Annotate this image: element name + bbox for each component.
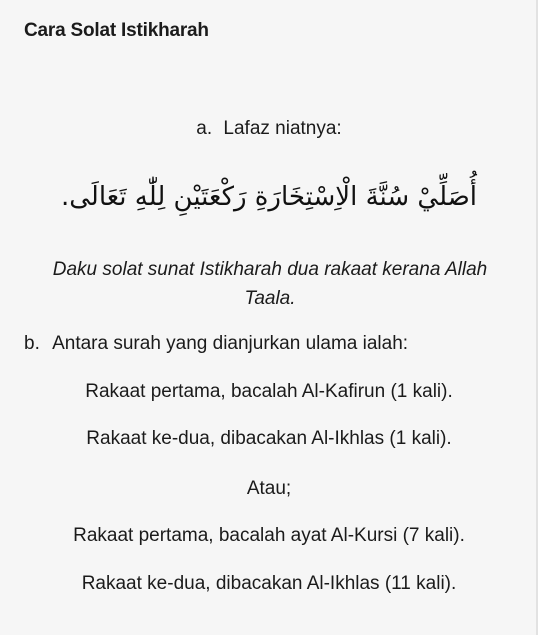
surah-line-3: Rakaat pertama, bacalah ayat Al-Kursi (7 kali). (73, 525, 465, 546)
page-title: Cara Solat Istikharah (24, 20, 209, 41)
section-b-heading (24, 333, 408, 355)
surah-line-1: Rakaat pertama, bacalah Al-Kafirun (1 kali). (85, 381, 453, 402)
surah-line-4: Rakaat ke-dua, dibacakan Al-Ikhlas (11 kali). (81, 573, 457, 594)
section-a-label: Lafaz niatnya: (223, 118, 342, 139)
section-b-label: Antara surah yang dianjurkan ulama ialah: (52, 333, 409, 354)
section-a-marker: a. (196, 118, 213, 139)
surah-line-or: Atau; (246, 478, 292, 499)
section-b-marker: b. (24, 333, 40, 354)
intention-translation: Daku solat sunat Istikharah dua rakaat kerana Allah Taala. (52, 259, 488, 309)
arabic-intention-text: أُصَلِّيْ سُنَّةَ الْاِسْتِخَارَةِ رَكْعَتَيْنِ لِلّٰهِ تَعَالَى. (60, 182, 478, 212)
section-a-heading (0, 118, 538, 140)
surah-line-2: Rakaat ke-dua, dibacakan Al-Ikhlas (1 kali). (86, 428, 452, 449)
